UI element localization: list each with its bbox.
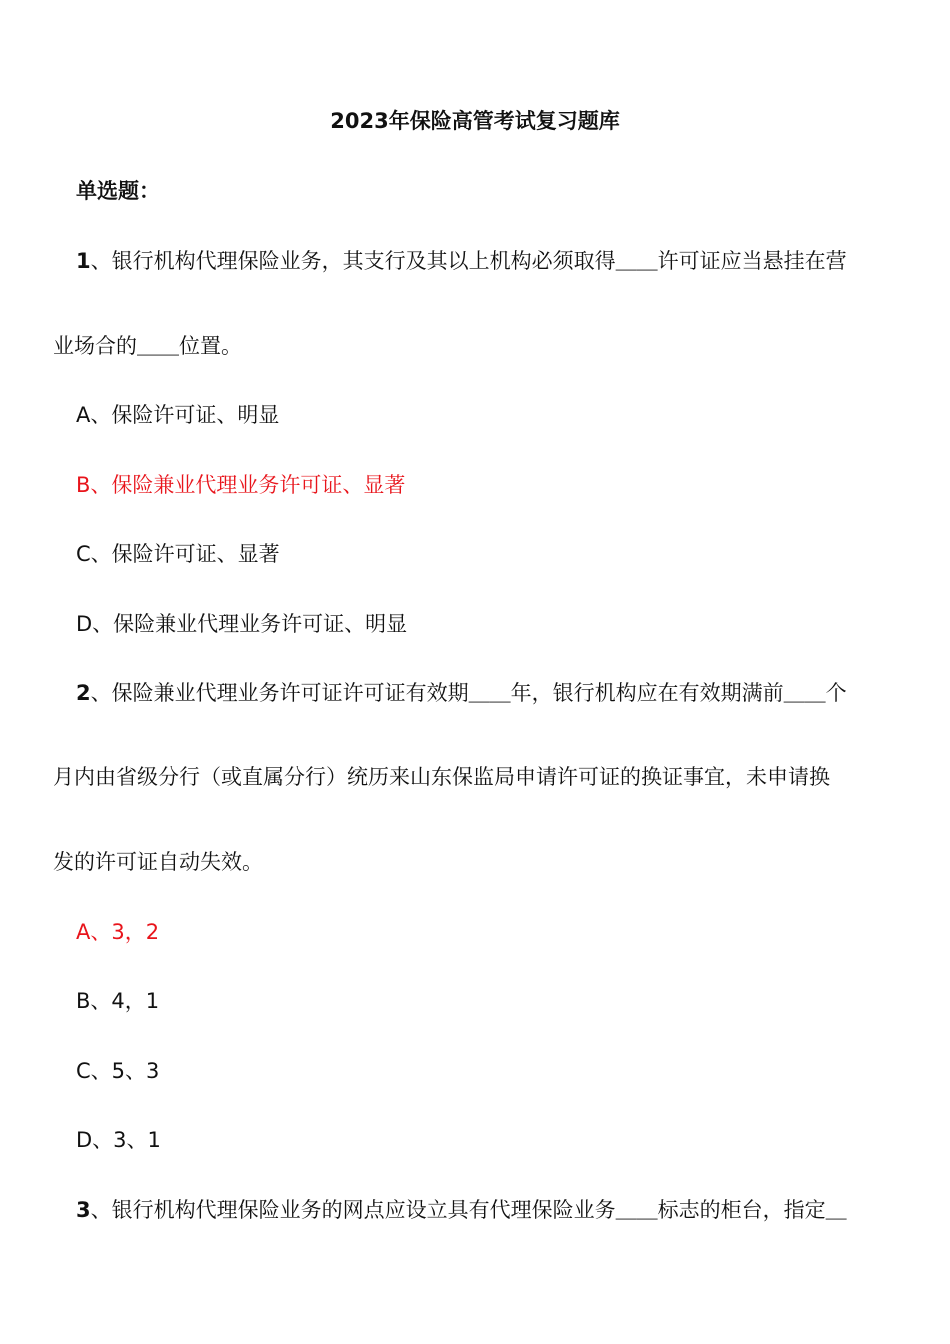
question-2-option-a-answer: A、3，2	[76, 920, 160, 944]
question-separator: 、	[90, 249, 112, 273]
question-1-option-c: C、保险许可证、显著	[76, 542, 280, 566]
question-text: 银行机构代理保险业务，其支行及其以上机构必须取得＿＿许可证应当悬挂在营	[111, 249, 847, 273]
question-2-line-1	[76, 678, 950, 708]
section-heading: 单选题：	[76, 179, 160, 203]
question-separator: 、	[90, 1198, 112, 1222]
document-title: 2023年保险高管考试复习题库	[330, 109, 620, 133]
question-2-line-2: 月内由省级分行（或直属分行）统历来山东保监局申请许可证的换证事宜，未申请换	[53, 765, 830, 789]
question-1-option-d: D、保险兼业代理业务许可证、明显	[76, 612, 408, 636]
question-2-option-c: C、5、3	[76, 1059, 160, 1083]
question-2-option-b: B、4，1	[76, 989, 160, 1013]
question-2-line-3: 发的许可证自动失效。	[53, 850, 263, 874]
question-1-option-b-answer: B、保险兼业代理业务许可证、显著	[76, 473, 406, 497]
question-separator: 、	[90, 681, 112, 705]
question-1-line-2: 业场合的＿＿位置。	[53, 334, 242, 358]
question-text: 银行机构代理保险业务的网点应设立具有代理保险业务＿＿标志的柜台，指定＿	[111, 1198, 847, 1222]
question-number: 2	[76, 681, 91, 705]
question-2-option-d: D、3、1	[76, 1128, 161, 1152]
question-1-line-1	[76, 246, 950, 276]
question-3-line-1	[76, 1195, 950, 1225]
question-1-option-a: A、保险许可证、明显	[76, 403, 280, 427]
question-text: 保险兼业代理业务许可证许可证有效期＿＿年，银行机构应在有效期满前＿＿个	[111, 681, 847, 705]
question-number: 3	[76, 1198, 91, 1222]
question-number: 1	[76, 249, 91, 273]
